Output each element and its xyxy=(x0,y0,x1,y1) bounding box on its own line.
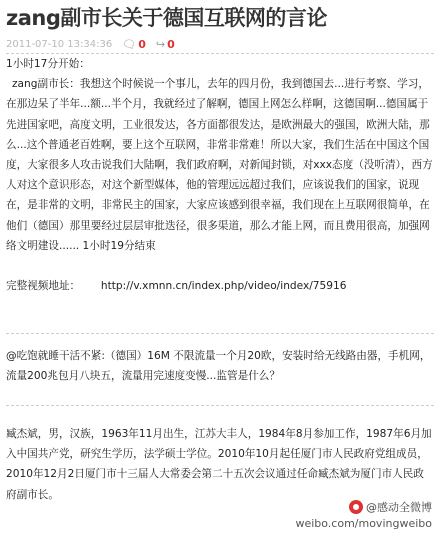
post-title: zang副市长关于德国互联网的言论 xyxy=(6,6,327,30)
timestamp: 2011-07-10 13:34:36 xyxy=(6,38,113,50)
watermark-url: weibo.com/movingweibo xyxy=(295,517,432,530)
video-link[interactable]: http://v.xmnn.cn/index.php/video/index/75916 xyxy=(100,280,347,293)
speech-block xyxy=(6,54,434,296)
comment-count[interactable]: 0 xyxy=(138,37,146,51)
divider xyxy=(6,333,434,334)
post-meta xyxy=(6,36,434,52)
video-line xyxy=(6,276,434,296)
comment-text: @吃饱就睡干活不紧:（德国）16M 不限流量一个月20欧，安装时给无线路由器，手机网，流量200兆包月八块五，流量用完速度变慢...监管是什么？ xyxy=(6,350,431,383)
bio-block xyxy=(6,424,434,505)
watermark-handle: @感动全微博 xyxy=(366,501,432,514)
watermark xyxy=(349,499,432,515)
comment-block xyxy=(6,346,434,386)
repost-icon[interactable]: ↪ xyxy=(155,37,166,51)
repost-count[interactable]: 0 xyxy=(167,37,175,51)
comment-icon[interactable]: 🗨 xyxy=(122,37,137,51)
speech-text: zang副市长：我想这个时候说一个事儿，去年的四月份，我到德国去...进行考察、学习，在那边呆了半年...额...半个月，我就经过了解啊，德国上网怎么样啊，这德国啊...德国属于先进国家吧，高度文明，工业很发达，各方面都很发达，是欧洲最大的强国，欧洲大陆，那么...这个普通老百姓啊，要上这个互联网，非常非常难！所以大家，我们生活在中国这个国度，大家很多人攻击说我们大陆啊，我们政府啊，对新闻封锁，对xxx态度（没听清），西方人对这个意识形态，对这个新型媒体，他的管理远远超过我们，应该说我们的国家，说现在，是非常的文明，非常民主的国家，大家应该感到很幸福，我们现在上互联网很简单，在他们（德国）那里要经过层层审批迭径，很多渠道，那么才能上网，而且费用很高，加强网络文明建设...... 1小时19分结束 xyxy=(6,78,433,252)
bio-text: 臧杰斌，男，汉族，1963年11月出生，江苏大丰人，1984年8月参加工作，1987年6月加入中国共产党，研究生学历，法学硕士学位。2010年10月起任厦门市人民政府党组成员，2010年12月2日厦门市十三届人大常委会第二十五次会议通过任命臧杰斌为厦门市人民政府副市长。 xyxy=(6,428,432,501)
weibo-logo-icon xyxy=(349,500,363,514)
divider xyxy=(6,405,434,406)
intro-text: 1小时17分开始： xyxy=(6,58,90,70)
video-label: 完整视频地址： xyxy=(6,280,81,293)
